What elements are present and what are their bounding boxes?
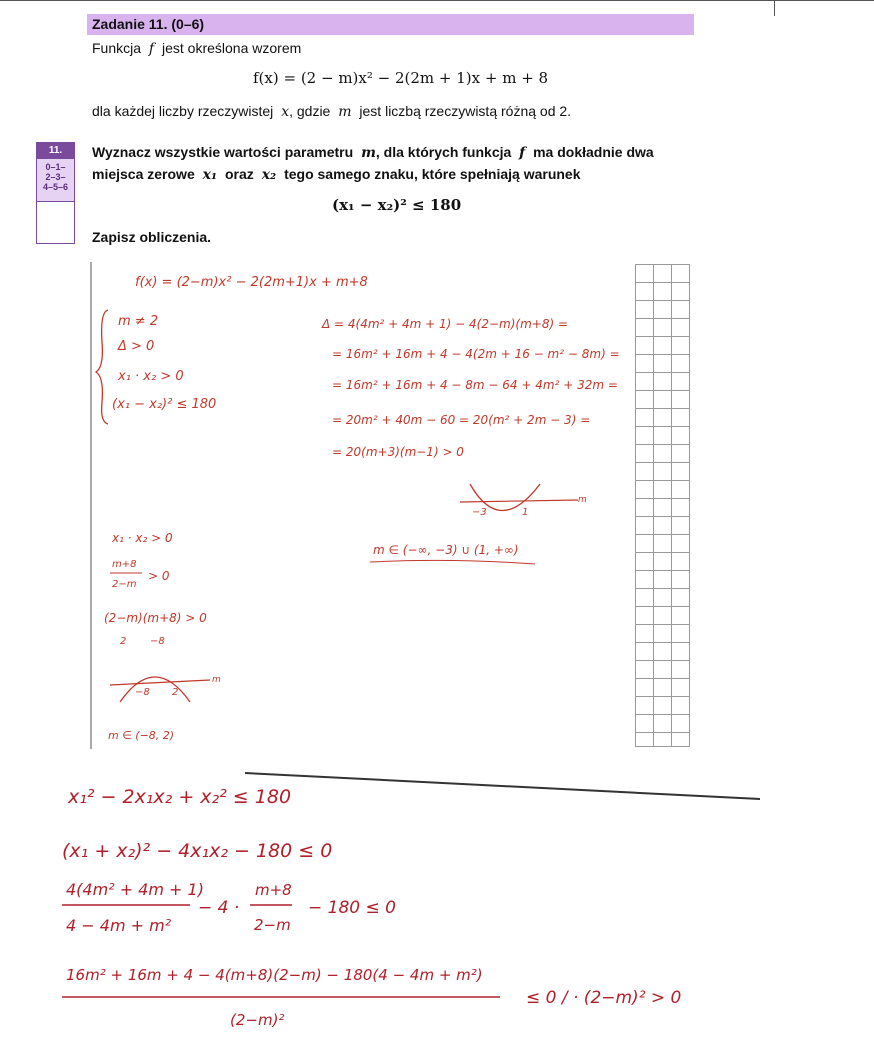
hw-product-1: x₁ · x₂ > 0 (112, 531, 173, 545)
hw-low-big-den: (2−m)² (230, 1011, 285, 1029)
right-rule (774, 0, 775, 16)
hw-axis-label-1: m (578, 495, 587, 505)
hw-low-big-num: 16m² + 16m + 4 − 4(m+8)(2−m) − 180(4 − 4m + m²) (66, 966, 483, 984)
hw-delta-3: = 16m² + 16m + 4 − 8m − 64 + 4m² + 32m = (332, 378, 618, 392)
hw-product-num: m+8 (112, 559, 137, 570)
hw-f-line: f(x) = (2−m)x² − 2(2m+1)x + m+8 (135, 275, 368, 290)
hw-axis-2 (110, 680, 210, 685)
hw-answer-2: m ∈ (−8, 2) (108, 729, 175, 742)
hw-system-1: m ≠ 2 (118, 314, 159, 329)
handwriting-upper (90, 262, 635, 749)
task-title: Zadanie 11. (0–6) (92, 16, 205, 32)
score-box (36, 142, 75, 244)
hw-low-3-num: 4(4m² + 4m + 1) (66, 880, 204, 899)
hw-root-2: 2 (120, 636, 127, 647)
hw-low-1: x₁² − 2x₁x₂ + x₂² ≤ 180 (68, 786, 292, 808)
hw-axis-label-2: m (212, 675, 221, 685)
handwriting-lower (40, 765, 800, 1040)
hw-root-m8: −8 (150, 636, 165, 647)
hw-low-frac2-den: 2−m (254, 916, 291, 934)
task-header (87, 14, 694, 35)
intro-line: Funkcja f jest określona wzorem (92, 40, 302, 57)
hw-root-a: −3 (472, 507, 487, 518)
hw-underline-1 (370, 560, 535, 564)
hw-low-frac2-num: m+8 (255, 881, 292, 899)
hw-product-den: 2−m (112, 579, 137, 590)
hw-system-2: Δ > 0 (118, 339, 155, 354)
instruction-line-2: miejsca zerowe x₁ oraz x₂ tego samego znaku, które spełniają warunek (92, 166, 581, 183)
top-rule (0, 0, 874, 1)
hw-low-3-den: 4 − 4m + m² (66, 916, 172, 935)
hw-system-3: x₁ · x₂ > 0 (118, 369, 184, 384)
score-points: 0–1– 2–3– 4–5–6 (37, 159, 74, 201)
hw-root-m8b: −8 (135, 687, 150, 698)
instruction-line-1: Wyznacz wszystkie wartości parametru m, dla których funkcja f ma dokładnie dwa (92, 144, 654, 161)
hw-root-2b: 2 (172, 687, 179, 698)
hw-low-minus4: − 4 · (198, 898, 240, 918)
hw-product-gt: > 0 (148, 569, 170, 583)
condition-inequality: (x₁ − x₂)² ≤ 180 (332, 196, 462, 214)
hw-root-b: 1 (522, 507, 529, 518)
function-formula: f(x) = (2 − m)x² − 2(2m + 1)x + m + 8 (253, 69, 549, 87)
hw-delta-5: = 20(m+3)(m−1) > 0 (332, 445, 464, 459)
task-number: 11. (37, 143, 74, 159)
scan-rule (245, 773, 760, 799)
hw-product-2: (2−m)(m+8) > 0 (104, 611, 207, 625)
hw-low-2: (x₁ + x₂)² − 4x₁x₂ − 180 ≤ 0 (62, 840, 333, 862)
hw-parabola-2 (120, 677, 190, 702)
hw-delta-2: = 16m² + 16m + 4 − 4(2m + 16 − m² − 8m) = (332, 347, 620, 361)
answer-grid (635, 264, 690, 747)
hw-delta-1: Δ = 4(4m² + 4m + 1) − 4(2−m)(m+8) = (322, 317, 569, 331)
score-separator (37, 201, 74, 202)
hw-axis-1 (460, 500, 578, 502)
hw-low-rest: − 180 ≤ 0 (308, 898, 396, 918)
hw-low-ineq: ≤ 0 / · (2−m)² > 0 (526, 988, 682, 1008)
hw-system-4: (x₁ − x₂)² ≤ 180 (112, 397, 217, 412)
hw-delta-4: = 20m² + 40m − 60 = 20(m² + 2m − 3) = (332, 413, 591, 427)
write-calculations: Zapisz obliczenia. (92, 229, 212, 245)
hw-answer-1: m ∈ (−∞, −3) ∪ (1, +∞) (373, 543, 519, 557)
condition-line: dla każdej liczby rzeczywistej x, gdzie m jest liczbą rzeczywistą różną od 2. (92, 103, 572, 120)
